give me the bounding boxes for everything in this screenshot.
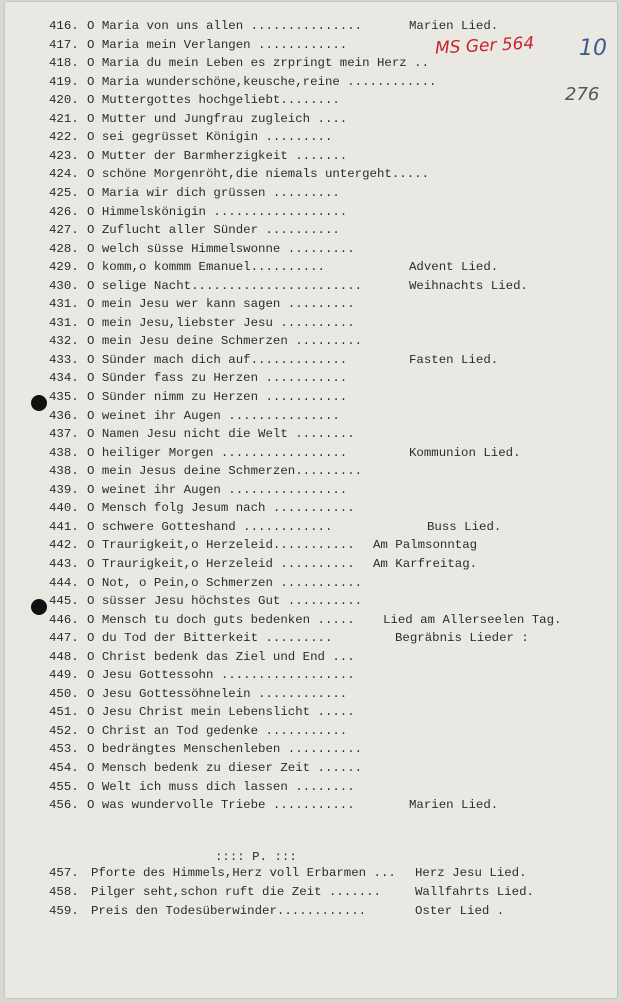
hymn-number: 440.	[49, 501, 79, 516]
hymn-title: O Christ bedenk das Ziel und End ...	[87, 649, 355, 664]
hymn-number: 439.	[49, 482, 79, 497]
hymn-title: O Maria von uns allen ...............	[87, 19, 363, 33]
shelfmark-annotation: MS Ger 564	[434, 33, 535, 59]
hymn-entry	[5, 258, 617, 276]
hymn-title: O Mutter und Jungfrau zugleich ....	[87, 111, 348, 126]
section-heading: :::: P. :::	[215, 850, 297, 864]
hymn-category: Buss Lied.	[427, 519, 502, 534]
hymn-entry	[5, 883, 617, 901]
hymn-entry	[5, 740, 617, 758]
hymn-number: 441.	[49, 519, 79, 534]
hymn-title: O Mensch folg Jesum nach ...........	[87, 501, 355, 516]
hymn-number: 435.	[49, 390, 79, 404]
hymn-entry	[5, 425, 617, 443]
hymn-number: 445.	[49, 594, 79, 609]
hymn-category: Wallfahrts Lied.	[415, 885, 534, 899]
hymn-number: 420.	[49, 93, 79, 108]
hymn-number: 434.	[49, 371, 79, 386]
hymn-entry	[5, 759, 617, 777]
hymn-number: 449.	[49, 668, 79, 683]
hymn-title: Preis den Todesüberwinder............	[91, 904, 367, 918]
hymn-title: O Maria du mein Leben es zrpringt mein Herz ..	[87, 56, 430, 71]
hymn-number: 430.	[49, 278, 79, 293]
hymn-category: Fasten Lied.	[409, 352, 499, 367]
hymn-number: 454.	[49, 761, 79, 775]
hymn-title: O du Tod der Bitterkeit .........	[87, 631, 333, 646]
hymn-number: 433.	[49, 352, 79, 367]
hymn-title: O komm,o kommm Emanuel..........	[87, 260, 325, 275]
hymn-number: 450.	[49, 686, 79, 701]
hymn-title: O sei gegrüsset Königin .........	[87, 130, 333, 145]
hymn-entry	[5, 902, 617, 920]
hymn-title: O Zuflucht aller Sünder ..........	[87, 223, 340, 238]
hymn-title: O Mensch bedenk zu dieser Zeit ......	[87, 761, 363, 775]
hymn-entry	[5, 54, 617, 72]
hymn-title: O süsser Jesu höchstes Gut ..........	[87, 594, 363, 609]
document-page	[5, 2, 617, 998]
hymn-category: Oster Lied .	[415, 904, 505, 918]
hymn-entry	[5, 332, 617, 350]
hymn-number: 448.	[49, 649, 79, 664]
hymn-entry	[5, 147, 617, 165]
hymn-category: Weihnachts Lied.	[409, 278, 528, 293]
hymn-number: 431.	[49, 297, 79, 312]
hymn-title: O mein Jesu deine Schmerzen .........	[87, 334, 363, 349]
hymn-number: 451.	[49, 705, 79, 720]
hymn-category: Marien Lied.	[409, 798, 499, 813]
hymn-entry	[5, 499, 617, 517]
hymn-entry	[5, 778, 617, 796]
hymn-number: 422.	[49, 130, 79, 145]
hymn-entry	[5, 110, 617, 128]
hymn-entry	[5, 295, 617, 313]
hymn-title: O mein Jesu,liebster Jesu ..........	[87, 315, 355, 330]
hymn-number: 427.	[49, 223, 79, 238]
hymn-entry	[5, 203, 617, 221]
hymn-entry	[5, 703, 617, 721]
hymn-title: O Mensch tu doch guts bedenken .....	[87, 612, 355, 627]
hymn-entry	[5, 611, 617, 629]
hymn-title: O Jesu Christ mein Lebenslicht .....	[87, 705, 355, 720]
hymn-number: 453.	[49, 742, 79, 757]
hymn-title: O schwere Gotteshand ............	[87, 519, 333, 534]
hymn-number: 423.	[49, 148, 79, 163]
hymn-entry	[5, 128, 617, 146]
hymn-entry	[5, 666, 617, 684]
hymn-number: 452.	[49, 723, 79, 738]
hymn-entry	[5, 351, 617, 369]
hymn-number: 431.	[49, 315, 79, 330]
hymn-number: 416.	[49, 19, 79, 33]
hymn-entry	[5, 722, 617, 740]
hymn-title: O Maria mein Verlangen ............	[87, 37, 348, 52]
hymn-number: 429.	[49, 260, 79, 275]
hymn-entry	[5, 796, 617, 814]
hymn-number: 438.	[49, 445, 79, 460]
hymn-title: O schöne Morgenröht,die niemals untergeht.....	[87, 167, 430, 182]
hymn-number: 418.	[49, 56, 79, 71]
hymn-title: Pforte des Himmels,Herz voll Erbarmen ...	[91, 866, 396, 880]
hymn-entry	[5, 864, 617, 882]
hymn-category: Herz Jesu Lied.	[415, 866, 527, 880]
hymn-entry	[5, 481, 617, 499]
hymn-entry	[5, 165, 617, 183]
hymn-title: O Jesu Gottessöhnelein ............	[87, 686, 348, 701]
hymn-entry	[5, 407, 617, 425]
hymn-category: Lied am Allerseelen Tag.	[383, 612, 562, 627]
hymn-entry	[5, 462, 617, 480]
hymn-title: O mein Jesus deine Schmerzen.........	[87, 464, 363, 479]
hymn-entry	[5, 574, 617, 592]
hymn-number: 424.	[49, 167, 79, 182]
hymn-title: O Mutter der Barmherzigkeit .......	[87, 148, 348, 163]
hymn-title: O heiliger Morgen .................	[87, 445, 348, 460]
hymn-title: O Traurigkeit,o Herzeleid ..........	[87, 556, 355, 571]
hymn-title: O Not, o Pein,o Schmerzen ...........	[87, 575, 363, 590]
hymn-category: Am Palmsonntag	[373, 538, 478, 553]
hymn-number: 421.	[49, 111, 79, 126]
hymn-title: O weinet ihr Augen ................	[87, 482, 348, 497]
hymn-title: Pilger seht,schon ruft die Zeit .......	[91, 885, 381, 899]
hymn-number: 419.	[49, 74, 79, 89]
hymn-number: 443.	[49, 556, 79, 571]
hymn-title: O selige Nacht.......................	[87, 278, 363, 293]
hymn-title: O weinet ihr Augen ...............	[87, 408, 340, 423]
hymn-title: O Namen Jesu nicht die Welt ........	[87, 427, 355, 442]
hymn-number: 442.	[49, 538, 79, 553]
hymn-category: Am Karfreitag.	[373, 556, 478, 571]
hymn-number: 446.	[49, 612, 79, 627]
hymn-entry	[5, 17, 617, 35]
hymn-entry	[5, 536, 617, 554]
hymn-entry	[5, 648, 617, 666]
hymn-number: 457.	[49, 866, 79, 880]
hymn-title: O Jesu Gottessohn ..................	[87, 668, 355, 683]
hymn-number: 428.	[49, 241, 79, 256]
page-number: 276	[565, 84, 600, 105]
hymn-entry	[5, 629, 617, 647]
hymn-number: 425.	[49, 185, 79, 200]
hymn-number: 436.	[49, 408, 79, 423]
hymn-title: O Christ an Tod gedenke ...........	[87, 723, 348, 738]
hymn-number: 432.	[49, 334, 79, 349]
hymn-number: 417.	[49, 37, 79, 52]
hymn-title: O Maria wir dich grüssen .........	[87, 185, 340, 200]
hymn-number: 426.	[49, 204, 79, 219]
folio-number: 10	[579, 36, 607, 61]
hymn-category: Kommunion Lied.	[409, 445, 521, 460]
hymn-entry	[5, 592, 617, 610]
hymn-entry	[5, 555, 617, 573]
hymn-category: Begräbnis Lieder :	[395, 631, 529, 646]
hymn-title: O mein Jesu wer kann sagen .........	[87, 297, 355, 312]
hymn-entry	[5, 184, 617, 202]
hymn-entry	[5, 444, 617, 462]
hymn-title: O Sünder fass zu Herzen ...........	[87, 371, 348, 386]
hymn-entry	[5, 388, 617, 406]
hymn-entry	[5, 277, 617, 295]
hymn-number: 437.	[49, 427, 79, 442]
hymn-entry	[5, 369, 617, 387]
hymn-number: 447.	[49, 631, 79, 646]
hymn-number: 458.	[49, 885, 79, 899]
hymn-title: O welch süsse Himmelswonne .........	[87, 241, 355, 256]
hymn-title: O Himmelskönigin ..................	[87, 204, 348, 219]
hymn-entry	[5, 91, 617, 109]
hymn-number: 456.	[49, 798, 79, 813]
hymn-number: 444.	[49, 575, 79, 590]
hymn-title: O Welt ich muss dich lassen ........	[87, 779, 355, 794]
hymn-title: O Sünder mach dich auf.............	[87, 352, 348, 367]
hymn-title: O Maria wunderschöne,keusche,reine ............	[87, 74, 437, 89]
hymn-entry	[5, 221, 617, 239]
hymn-entry	[5, 240, 617, 258]
hymn-entry	[5, 685, 617, 703]
hymn-entry	[5, 73, 617, 91]
hymn-title: O Muttergottes hochgeliebt........	[87, 93, 340, 108]
hymn-entry	[5, 518, 617, 536]
hymn-category: Marien Lied.	[409, 19, 499, 33]
hymn-number: 459.	[49, 904, 79, 918]
hymn-title: O Traurigkeit,o Herzeleid...........	[87, 538, 355, 553]
hymn-title: O Sünder nimm zu Herzen ...........	[87, 390, 348, 404]
hymn-category: Advent Lied.	[409, 260, 499, 275]
hymn-title: O bedrängtes Menschenleben ..........	[87, 742, 363, 757]
hymn-entry	[5, 314, 617, 332]
hymn-number: 438.	[49, 464, 79, 479]
hymn-title: O was wundervolle Triebe ...........	[87, 798, 355, 813]
hymn-entry	[5, 36, 617, 54]
hymn-number: 455.	[49, 779, 79, 794]
